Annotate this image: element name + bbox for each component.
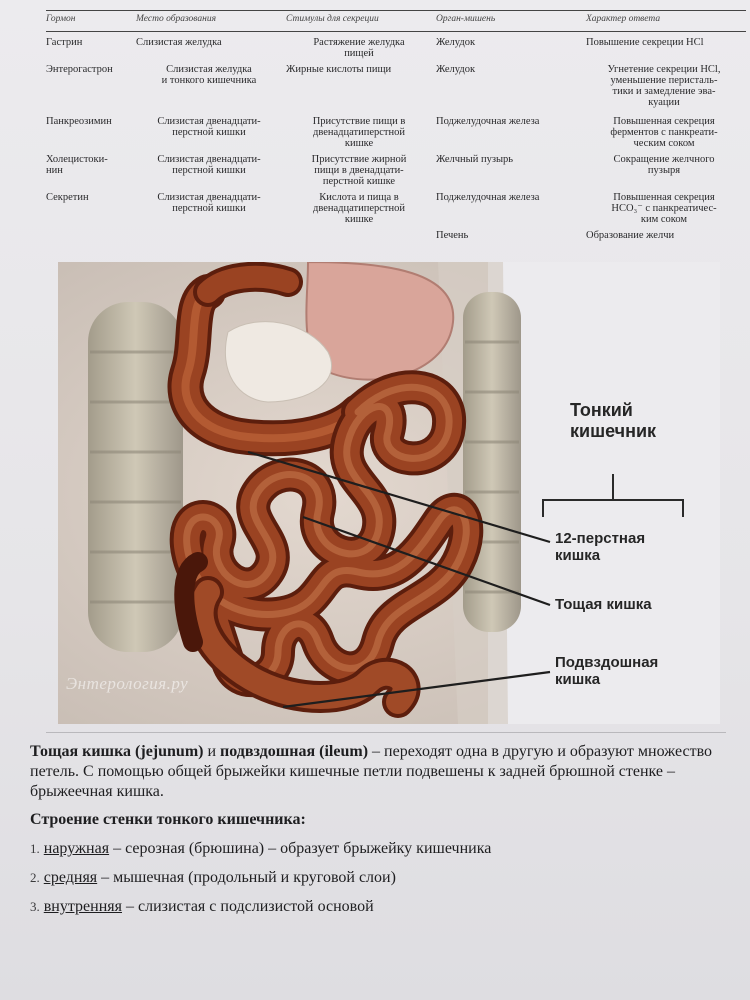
table-row — [46, 37, 746, 59]
cell-place: Слизистая желудка и тонкого кишечника — [161, 64, 257, 86]
list-item — [30, 897, 742, 917]
intro-and: и — [203, 743, 221, 760]
term-jejunum: Тощая кишка (jejunum) — [30, 743, 204, 760]
cell-place: Слизистая желудка — [136, 37, 222, 48]
cell-place: Слизистая двенадцати- перстной кишки — [157, 154, 261, 176]
header-place: Место образования — [136, 14, 216, 24]
cell-target: Желчный пузырь — [436, 154, 514, 165]
cell-target: Печень — [436, 230, 469, 241]
layer-term: внутренняя — [43, 898, 122, 915]
table-header — [46, 10, 746, 32]
hormone-table — [46, 10, 746, 241]
cell-target: Поджелудочная железа — [436, 192, 540, 203]
cell-place: Слизистая двенадцати- перстной кишки — [157, 192, 261, 214]
layer-description: – серозная (брюшина) – образует брыжейку кишечника — [109, 840, 492, 857]
table-row — [46, 192, 746, 225]
cell-hormone: Гастрин — [46, 37, 83, 48]
cell-stimulus — [286, 230, 436, 241]
layer-description: – слизистая с подслизистой основой — [122, 898, 374, 915]
cell-response: Образование желчи — [586, 230, 675, 241]
body-text — [30, 742, 742, 917]
header-response: Характер ответа — [586, 14, 661, 24]
list-item — [30, 839, 742, 859]
cell-target: Поджелудочная железа — [436, 116, 540, 127]
intro-paragraph — [30, 742, 742, 802]
header-hormone: Гормон — [46, 14, 76, 24]
header-stimulus: Стимулы для секреции — [286, 14, 379, 24]
watermark-text: Энтерология.ру — [66, 674, 189, 693]
cell-stimulus: Жирные кислоты пищи — [286, 64, 392, 75]
label-ileum: Подвздошная кишка — [555, 654, 659, 688]
ascending-colon — [88, 302, 183, 652]
cell-target: Желудок — [436, 37, 476, 48]
list-item — [30, 868, 742, 888]
cell-response: Угнетение секреции HCl, уменьшение перисталь- тики и замедление эва- куации — [607, 64, 721, 108]
cell-hormone — [46, 230, 136, 241]
header-target: Орган-мишень — [436, 14, 496, 24]
list-number: 3. — [30, 899, 40, 914]
table-row — [46, 64, 746, 108]
list-number: 1. — [30, 841, 40, 856]
layer-term: наружная — [43, 840, 110, 857]
intestine-illustration — [58, 262, 720, 724]
term-ileum: подвздошная (ileum) — [220, 743, 369, 760]
table-row — [46, 116, 746, 149]
descending-colon — [463, 292, 521, 632]
cell-response: Сокращение желчного пузыря — [613, 154, 715, 176]
cell-stimulus: Присутствие жирной пищи в двенадцати- перстной кишке — [311, 154, 407, 187]
label-small-intestine: Тонкий кишечник — [570, 400, 657, 441]
label-duodenum: 12-перстная кишка — [555, 530, 646, 564]
cell-response: Повышенная секреция HCO₃⁻ с панкреатичес- ким соком — [611, 192, 717, 225]
table-row — [46, 230, 746, 241]
structure-heading: Строение стенки тонкого кишечника: — [30, 811, 306, 828]
cell-stimulus: Присутствие пищи в двенадцатиперстной кишке — [312, 116, 406, 149]
cell-response: Повышенная секреция ферментов с панкреати- ческим соком — [610, 116, 718, 149]
cell-hormone: Энтерогастрон — [46, 64, 113, 75]
list-number: 2. — [30, 870, 40, 885]
table-row — [46, 154, 746, 187]
cell-response: Повышение секреции HCl — [586, 37, 704, 48]
cell-place — [136, 230, 286, 241]
cell-hormone: Панкреозимин — [46, 116, 112, 127]
cell-place: Слизистая двенадцати- перстной кишки — [157, 116, 261, 138]
label-jejunum: Тощая кишка — [555, 596, 652, 613]
intro-description: – переходят одна в другую и образуют множество петель. С помощью общей брыжейки кишечные петли подвешены к задней брюшной стенке – брыжеечная кишка. — [30, 743, 713, 800]
layer-term: средняя — [43, 869, 98, 886]
cell-hormone: Секретин — [46, 192, 89, 203]
cell-stimulus: Кислота и пища в двенадцатиперстной кишке — [312, 192, 405, 225]
layer-description: – мышечная (продольный и круговой слои) — [97, 869, 396, 886]
cell-target: Желудок — [436, 64, 476, 75]
cell-stimulus: Растяжение желудка пищей — [313, 37, 405, 59]
cell-hormone: Холецистоки- нин — [46, 154, 108, 176]
divider — [46, 732, 726, 733]
